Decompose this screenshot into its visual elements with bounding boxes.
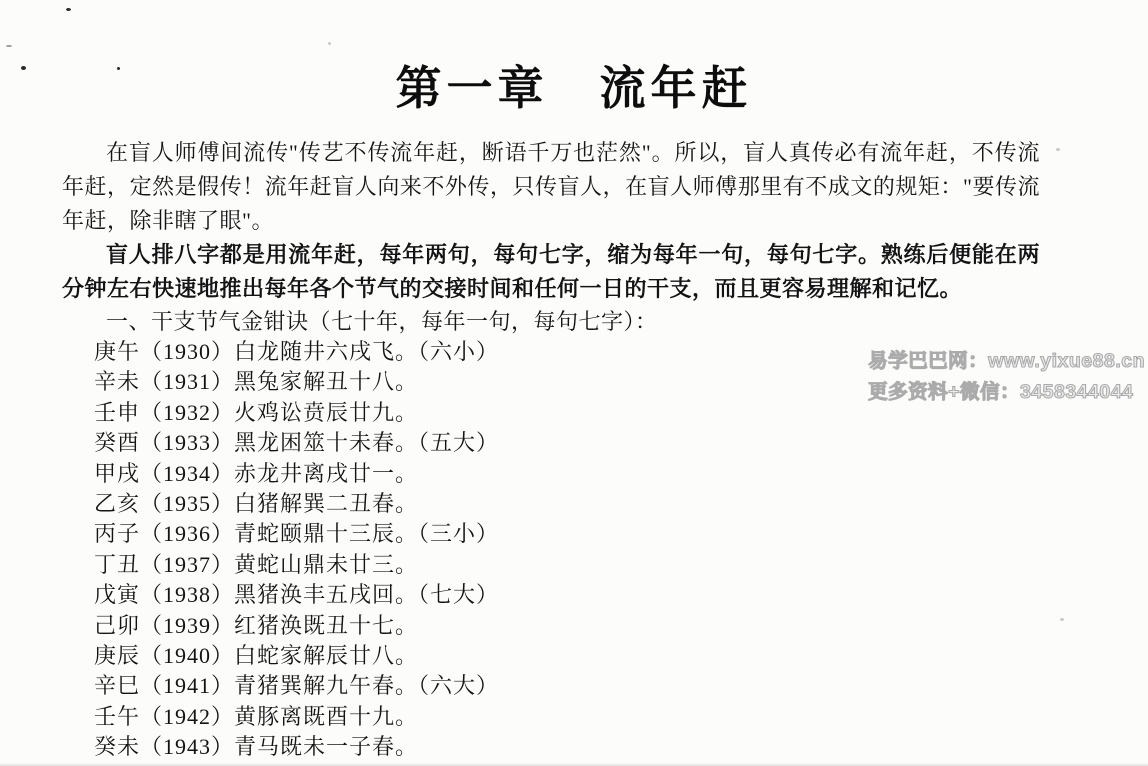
section-heading: 一、干支节气金钳诀（七十年，每年一句，每句七字）： [106, 309, 658, 334]
verse-line-1939: 己卯（1939）红猪涣既丑十七。 [94, 612, 419, 638]
verse-line-1932: 壬申（1932）火鸡讼贲辰廿九。 [94, 399, 419, 425]
verse-line-1937: 丁丑（1937）黄蛇山鼎未廿三。 [94, 551, 419, 577]
scan-speck [117, 67, 120, 70]
verse-line-1933: 癸酉（1933）黑龙困筮十未春。（五大） [94, 430, 500, 456]
site-watermark [868, 346, 1145, 408]
verse-line-1943: 癸未（1943）青马既未一子春。 [94, 734, 419, 760]
verse-line-1941: 辛巳（1941）青猪巽解九午春。（六大） [94, 673, 500, 699]
scan-speck [328, 42, 331, 45]
paragraph-intro: 在盲人师傅间流传"传艺不传流年赶，断语千万也茫然"。所以，盲人真传必有流年赶，不传流年赶，定然是假传！流年赶盲人向来不外传，只传盲人，在盲人师傅那里有不成文的规矩："要传流年赶，除非瞎了眼"。 [62, 140, 1040, 233]
verse-line-1936: 丙子（1936）青蛇颐鼎十三辰。（三小） [94, 521, 500, 547]
verse-line-1935: 乙亥（1935）白猪解巽二丑春。 [94, 491, 419, 517]
scan-speck [1056, 148, 1060, 151]
verse-line-1930: 庚午（1930）白龙随井六戌飞。（六小） [94, 339, 500, 364]
chapter-title: 第一章 流年赶 [395, 63, 753, 114]
verse-line-1938: 戊寅（1938）黑猪涣丰五戌回。（七大） [94, 582, 500, 608]
verse-line-1934: 甲戌（1934）赤龙井离戌廿一。 [94, 460, 419, 486]
paragraph-method: 盲人排八字都是用流年赶，每年两句，每句七字，缩为每年一句，每句七字。熟练后便能在两分钟左右快速地推出每年各个节气的交接时间和任何一日的干支，而且更容易理解和记忆。 [62, 242, 1040, 301]
page-body [62, 136, 1040, 763]
verse-line-1931: 辛未（1931）黑兔家解丑十八。 [94, 369, 419, 395]
scan-speck [21, 66, 26, 70]
verse-line-1942: 壬午（1942）黄豚离既酉十九。 [94, 703, 419, 729]
watermark-site-line: 易学巴巴网：www.yixue88.cn [868, 350, 1145, 372]
scan-speck [66, 8, 71, 11]
scan-speck [1060, 618, 1064, 621]
watermark-contact-line: 更多资料+微信：3458344044 [868, 381, 1134, 403]
verse-line-1940: 庚辰（1940）白蛇家解辰廿八。 [94, 643, 419, 669]
scan-speck [6, 45, 12, 47]
